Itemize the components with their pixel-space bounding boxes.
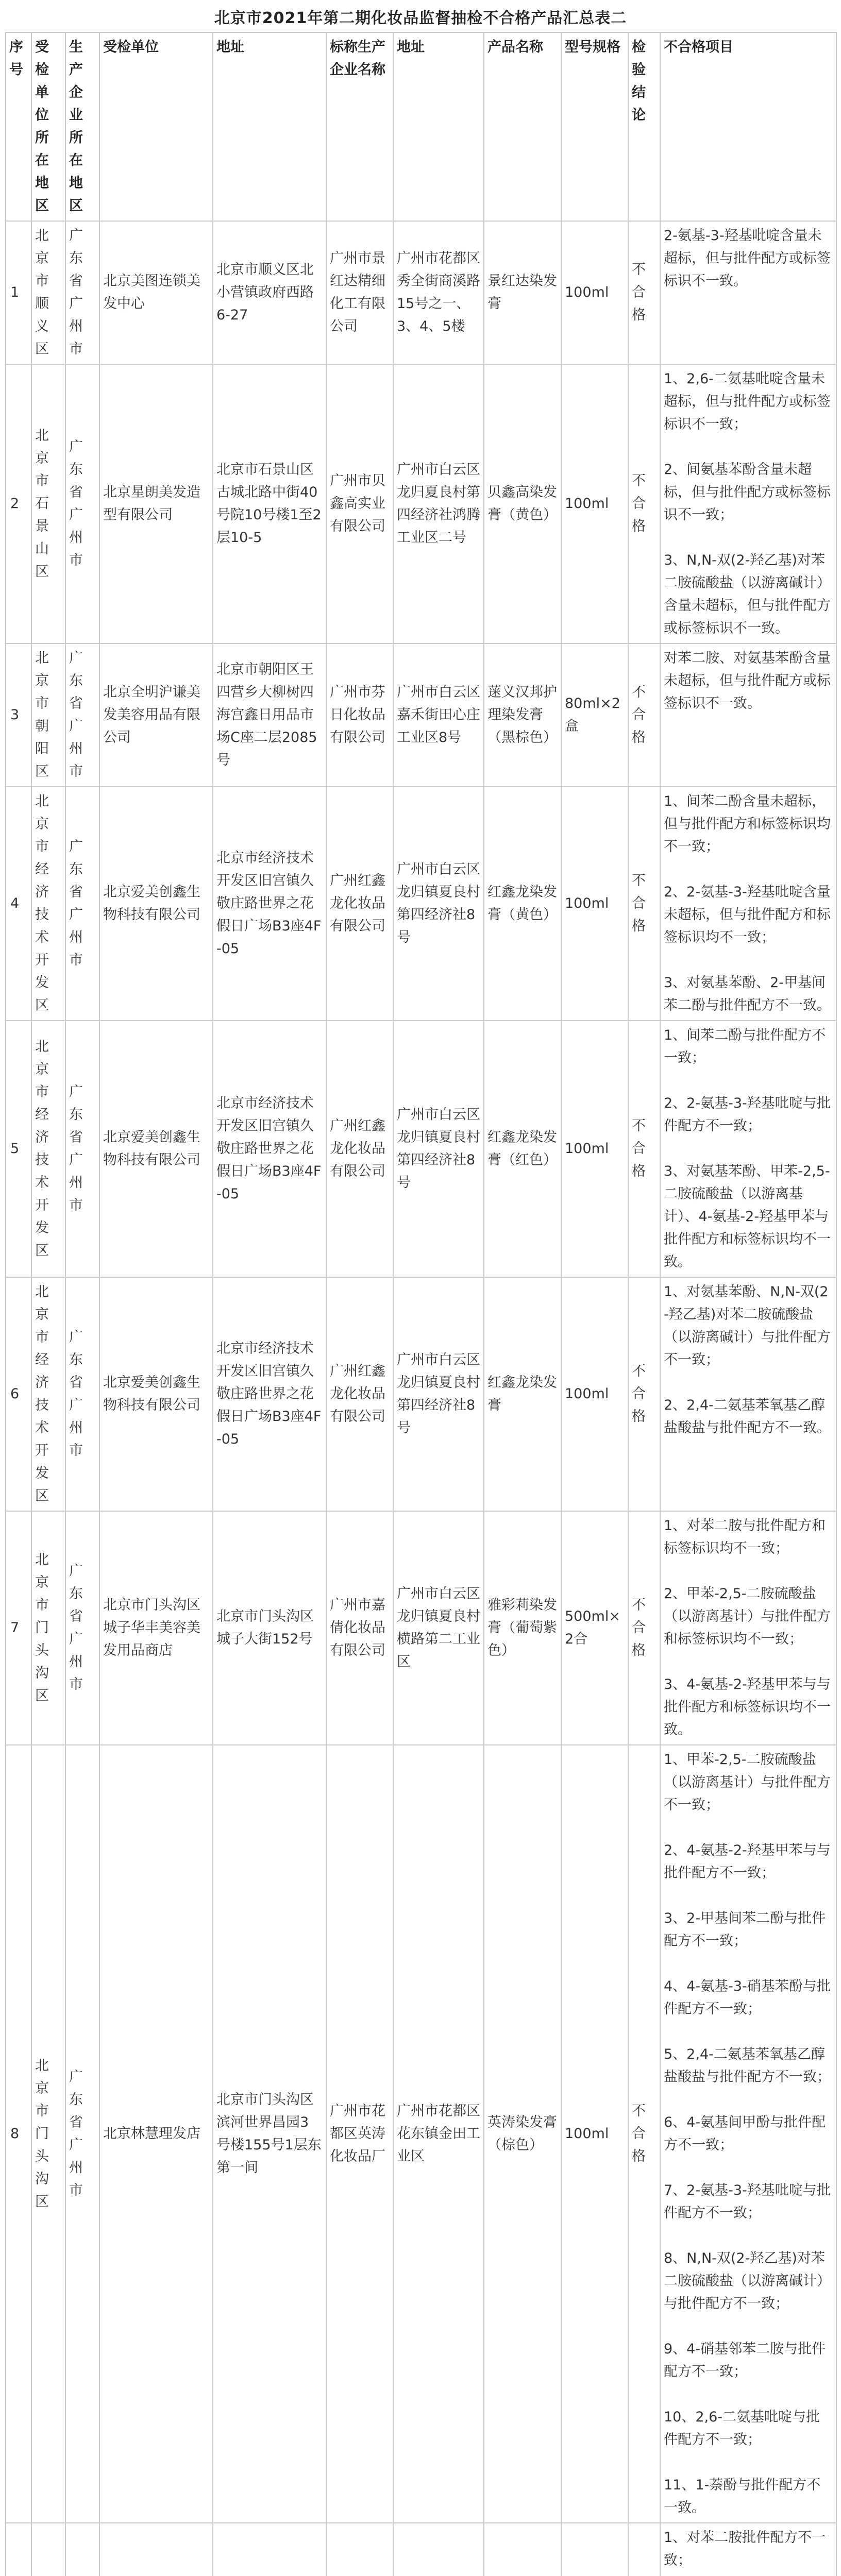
- cell-inspected-address: 北京市门头沟区滨河世界昌园3号楼155号1层东第一间: [213, 1745, 326, 2523]
- cell-nonconforming-items: [660, 221, 836, 364]
- nonconforming-item: 2、2-氨基-3-羟基吡啶含量未超标，但与批件配方和标签标识均不一致；: [664, 884, 831, 945]
- cell-inspected-region: 北京市门头沟区: [31, 1745, 65, 2523]
- cell-producer: 广州市芬日化妆品有限公司: [326, 643, 393, 787]
- nonconforming-item: 1、对氨基苯酚、N,N-双(2-羟乙基)对苯二胺硫酸盐（以游离碱计）与批件配方不一致；: [664, 1284, 831, 1368]
- header-inspected-address: 地址: [213, 32, 326, 221]
- cell-producer: 广州红鑫龙化妆品有限公司: [326, 1021, 393, 1277]
- nonconforming-item: 1、对苯二胺与批件配方和标签标识均不一致；: [664, 1518, 826, 1556]
- cell-product: 英涛染发膏（棕色）: [484, 1745, 561, 2523]
- cell-inspected-region: 北京市经济技术开发区: [31, 1277, 65, 1511]
- header-product: 产品名称: [484, 32, 561, 221]
- cell-producer-region: 广东省广州市: [65, 221, 99, 364]
- cell-producer-region: 广东省广州市: [65, 787, 99, 1021]
- nonconforming-item: 1、对苯二胺批件配方不一致；: [664, 2530, 826, 2568]
- cell-product: 雅彩莉染发膏（葡萄紫色）: [484, 1511, 561, 1745]
- nonconforming-products-table: [5, 32, 837, 2576]
- cell-producer: 广州红鑫龙化妆品有限公司: [326, 787, 393, 1021]
- header-conclusion: 检验结论: [628, 32, 660, 221]
- nonconforming-item: 3、N,N-双(2-羟乙基)对苯二胺硫酸盐（以游离碱计）含量未超标，但与批件配方或标签标识不一致。: [664, 552, 831, 636]
- header-inspected-region: 受检单位所在地区: [31, 32, 65, 221]
- header-items: 不合格项目: [660, 32, 836, 221]
- cell-product: 红鑫龙染发膏: [484, 1277, 561, 1511]
- cell-producer-region: [65, 2523, 99, 2576]
- table-body: [6, 221, 836, 2576]
- nonconforming-item: 3、4-氨基-2-羟基甲苯与与批件配方和标签标识均不一致。: [664, 1676, 831, 1738]
- nonconforming-item: 10、2,6-二氨基吡啶与批件配方不一致；: [664, 2409, 820, 2448]
- cell-no: 7: [6, 1511, 31, 1745]
- cell-no: 2: [6, 364, 31, 643]
- nonconforming-item: 2、4-氨基-2-羟基甲苯与与批件配方不一致；: [664, 1842, 831, 1881]
- cell-product: 蒾义汉邦护理染发膏（黑棕色）: [484, 643, 561, 787]
- cell-producer: 广州市嘉倩化妆品有限公司: [326, 1511, 393, 1745]
- header-inspected-unit: 受检单位: [99, 32, 213, 221]
- nonconforming-item: 2、2,4-二氨基苯氧基乙醇盐酸盐与批件配方不一致。: [664, 1397, 831, 1436]
- cell-no: 8: [6, 1745, 31, 2523]
- header-producer-region: 生产企业所在地区: [65, 32, 99, 221]
- cell-producer-region: 广东省广州市: [65, 1511, 99, 1745]
- cell-nonconforming-items: [660, 1277, 836, 1511]
- cell-inspected-region: 北京市经济技术开发区: [31, 1021, 65, 1277]
- cell-inspected-address: 北京市顺义区北小营镇政府西路6-27: [213, 221, 326, 364]
- nonconforming-item: 1、间苯二酚与批件配方不一致；: [664, 1027, 826, 1066]
- nonconforming-item: 4、4-氨基-3-硝基苯酚与批件配方不一致；: [664, 1978, 831, 2017]
- cell-inspected-region: 北京市经济技术开发区: [31, 787, 65, 1021]
- nonconforming-item: 2、间氨基苯酚含量未超标，但与批件配方或标签标识不一致；: [664, 462, 831, 523]
- cell-producer: 广州市景红达精细化工有限公司: [326, 221, 393, 364]
- cell-nonconforming-items: [660, 2523, 836, 2576]
- nonconforming-item: 3、2-甲基间苯二酚与批件配方不一致；: [664, 1910, 826, 1949]
- cell-nonconforming-items: [660, 1511, 836, 1745]
- table-header-row: [6, 32, 836, 221]
- cell-inspected-region: 北京市门头沟区: [31, 1511, 65, 1745]
- cell-spec: 100ml: [561, 787, 628, 1021]
- cell-spec: 80ml×2盒: [561, 643, 628, 787]
- cell-producer-region: 广东省广州市: [65, 1745, 99, 2523]
- cell-spec: 100ml: [561, 364, 628, 643]
- nonconforming-item: 1、2,6-二氨基吡啶含量未超标，但与批件配方或标签标识不一致；: [664, 371, 831, 432]
- cell-conclusion: 不合格: [628, 1277, 660, 1511]
- table-row: [6, 1745, 836, 2523]
- cell-no: 4: [6, 787, 31, 1021]
- cell-producer: 广州市贝鑫高实业有限公司: [326, 364, 393, 643]
- cell-producer-address: 广州市白云区龙归镇夏良村第四经济社8号: [393, 787, 484, 1021]
- cell-producer-address: 广州市白云区龙归镇夏良村第四经济社8号: [393, 1277, 484, 1511]
- cell-producer-region: 广东省广州市: [65, 643, 99, 787]
- cell-inspected-address: 北京市石景山区古城北路中街40号院10号楼1至2层10-5: [213, 364, 326, 643]
- cell-producer-region: 广东省广州市: [65, 1021, 99, 1277]
- cell-inspected-unit: 北京美图连锁美发中心: [99, 221, 213, 364]
- cell-inspected-address: [213, 2523, 326, 2576]
- table-row: [6, 364, 836, 643]
- cell-product: 红鑫龙染发膏（红色）: [484, 1021, 561, 1277]
- page-title: 北京市2021年第二期化妆品监督抽检不合格产品汇总表二: [214, 9, 627, 27]
- cell-inspected-unit: 北京爱美创鑫生物科技有限公司: [99, 1277, 213, 1511]
- cell-producer-address: 广州市白云区龙归镇夏良村第四经济社8号: [393, 1021, 484, 1277]
- nonconforming-item: 1、间苯二酚含量未超标，但与批件配方和标签标识均不一致；: [664, 793, 831, 855]
- table-row: [6, 787, 836, 1021]
- nonconforming-item: 6、4-氨基间甲酚与批件配方不一致；: [664, 2114, 826, 2153]
- cell-producer-region: 广东省广州市: [65, 364, 99, 643]
- cell-inspected-unit: 北京爱美创鑫生物科技有限公司: [99, 1021, 213, 1277]
- cell-producer-address: 广州市花都区秀全街商溪路15号之一、3、4、5楼: [393, 221, 484, 364]
- cell-spec: 100ml: [561, 1021, 628, 1277]
- nonconforming-item: 3、对氨基苯酚、2-甲基间苯二酚与批件配方不一致。: [664, 975, 831, 1013]
- cell-spec: 100ml: [561, 1277, 628, 1511]
- cell-inspected-unit: 北京全明沪谦美发美容用品有限公司: [99, 643, 213, 787]
- cell-producer-address: [393, 2523, 484, 2576]
- cell-inspected-region: 北京市朝阳区: [31, 643, 65, 787]
- cell-spec: 100ml: [561, 1745, 628, 2523]
- cell-no: 1: [6, 221, 31, 364]
- cell-nonconforming-items: [660, 787, 836, 1021]
- cell-product: [484, 2523, 561, 2576]
- nonconforming-item: 5、2,4-二氨基苯氧基乙醇盐酸盐与批件配方不一致；: [664, 2046, 831, 2085]
- cell-inspected-unit: 北京星朗美发造型有限公司: [99, 364, 213, 643]
- cell-inspected-unit: 北京林慧理发店: [99, 1745, 213, 2523]
- nonconforming-item: 3、对氨基苯酚、甲苯-2,5-二胺硫酸盐（以游离基计）、4-氨基-2-羟基甲苯与批件配方和标签标识均不一致。: [664, 1163, 831, 1270]
- cell-inspected-address: 北京市经济技术开发区旧宫镇久敬庄路世界之花假日广场B3座4F-05: [213, 1277, 326, 1511]
- table-row: [6, 2523, 836, 2576]
- cell-product: 红鑫龙染发膏（黄色）: [484, 787, 561, 1021]
- cell-no: 6: [6, 1277, 31, 1511]
- nonconforming-item: 2、甲苯-2,5-二胺硫酸盐（以游离基计）与批件配方和标签标识均不一致；: [664, 1586, 831, 1647]
- cell-inspected-address: 北京市朝阳区王四营乡大柳树四海宫鑫日用品市场C座二层2085号: [213, 643, 326, 787]
- header-producer: 标称生产企业名称: [326, 32, 393, 221]
- cell-spec: 500ml×2合: [561, 1511, 628, 1745]
- cell-inspected-address: 北京市门头沟区城子大街152号: [213, 1511, 326, 1745]
- cell-product: 景红达染发膏: [484, 221, 561, 364]
- table-row: [6, 221, 836, 364]
- cell-producer-region: 广东省广州市: [65, 1277, 99, 1511]
- cell-producer: 广州市花都区英涛化妆品厂: [326, 1745, 393, 2523]
- cell-conclusion: 不合格: [628, 1745, 660, 2523]
- cell-producer-address: 广州市白云区嘉禾街田心庄工业区8号: [393, 643, 484, 787]
- nonconforming-item: 8、N,N-双(2-羟乙基)对苯二胺硫酸盐（以游离碱计）与批件配方不一致；: [664, 2250, 831, 2312]
- cell-producer-address: 广州市花都区花东镇金田工业区: [393, 1745, 484, 2523]
- nonconforming-item: 2-氨基-3-羟基吡啶含量未超标，但与批件配方或标签标识不一致。: [664, 228, 831, 289]
- cell-conclusion: 不合格: [628, 221, 660, 364]
- cell-no: [6, 2523, 31, 2576]
- header-producer-address: 地址: [393, 32, 484, 221]
- cell-product: 贝鑫高染发膏（黄色）: [484, 364, 561, 643]
- cell-conclusion: [628, 2523, 660, 2576]
- cell-conclusion: 不合格: [628, 1021, 660, 1277]
- cell-inspected-unit: [99, 2523, 213, 2576]
- header-no: 序号: [6, 32, 31, 221]
- cell-conclusion: 不合格: [628, 364, 660, 643]
- cell-inspected-region: 北京市石景山区: [31, 364, 65, 643]
- nonconforming-item: 1、甲苯-2,5-二胺硫酸盐（以游离基计）与批件配方不一致；: [664, 1752, 831, 1813]
- cell-no: 5: [6, 1021, 31, 1277]
- table-row: [6, 643, 836, 787]
- cell-inspected-address: 北京市经济技术开发区旧宫镇久敬庄路世界之花假日广场B3座4F-05: [213, 1021, 326, 1277]
- cell-conclusion: 不合格: [628, 643, 660, 787]
- cell-inspected-region: [31, 2523, 65, 2576]
- cell-nonconforming-items: [660, 1021, 836, 1277]
- cell-producer-address: 广州市白云区龙归镇夏良村横路第二工业区: [393, 1511, 484, 1745]
- table-row: [6, 1511, 836, 1745]
- cell-inspected-address: 北京市经济技术开发区旧宫镇久敬庄路世界之花假日广场B3座4F-05: [213, 787, 326, 1021]
- table-row: [6, 1021, 836, 1277]
- cell-nonconforming-items: [660, 643, 836, 787]
- cell-nonconforming-items: [660, 364, 836, 643]
- nonconforming-item: 9、4-硝基邻苯二胺与批件配方不一致；: [664, 2341, 826, 2380]
- nonconforming-item: 2、2-氨基-3-羟基吡啶与批件配方不一致；: [664, 1095, 831, 1134]
- cell-inspected-unit: 北京爱美创鑫生物科技有限公司: [99, 787, 213, 1021]
- table-row: [6, 1277, 836, 1511]
- cell-conclusion: 不合格: [628, 1511, 660, 1745]
- cell-inspected-unit: 北京市门头沟区城子华丰美容美发用品商店: [99, 1511, 213, 1745]
- nonconforming-item: 对苯二胺、对氨基苯酚含量未超标，但与批件配方或标签标识不一致。: [664, 650, 831, 711]
- cell-producer: 广州红鑫龙化妆品有限公司: [326, 1277, 393, 1511]
- cell-nonconforming-items: [660, 1745, 836, 2523]
- header-spec: 型号规格: [561, 32, 628, 221]
- nonconforming-item: 11、1-萘酚与批件配方不一致。: [664, 2477, 821, 2516]
- cell-spec: 100ml: [561, 221, 628, 364]
- cell-inspected-region: 北京市顺义区: [31, 221, 65, 364]
- cell-spec: [561, 2523, 628, 2576]
- cell-conclusion: 不合格: [628, 787, 660, 1021]
- cell-producer-address: 广州市白云区龙归夏良村第四经济社鸿腾工业区二号: [393, 364, 484, 643]
- cell-producer: [326, 2523, 393, 2576]
- nonconforming-item: 7、2-氨基-3-羟基吡啶与批件配方不一致；: [664, 2182, 831, 2221]
- cell-no: 3: [6, 643, 31, 787]
